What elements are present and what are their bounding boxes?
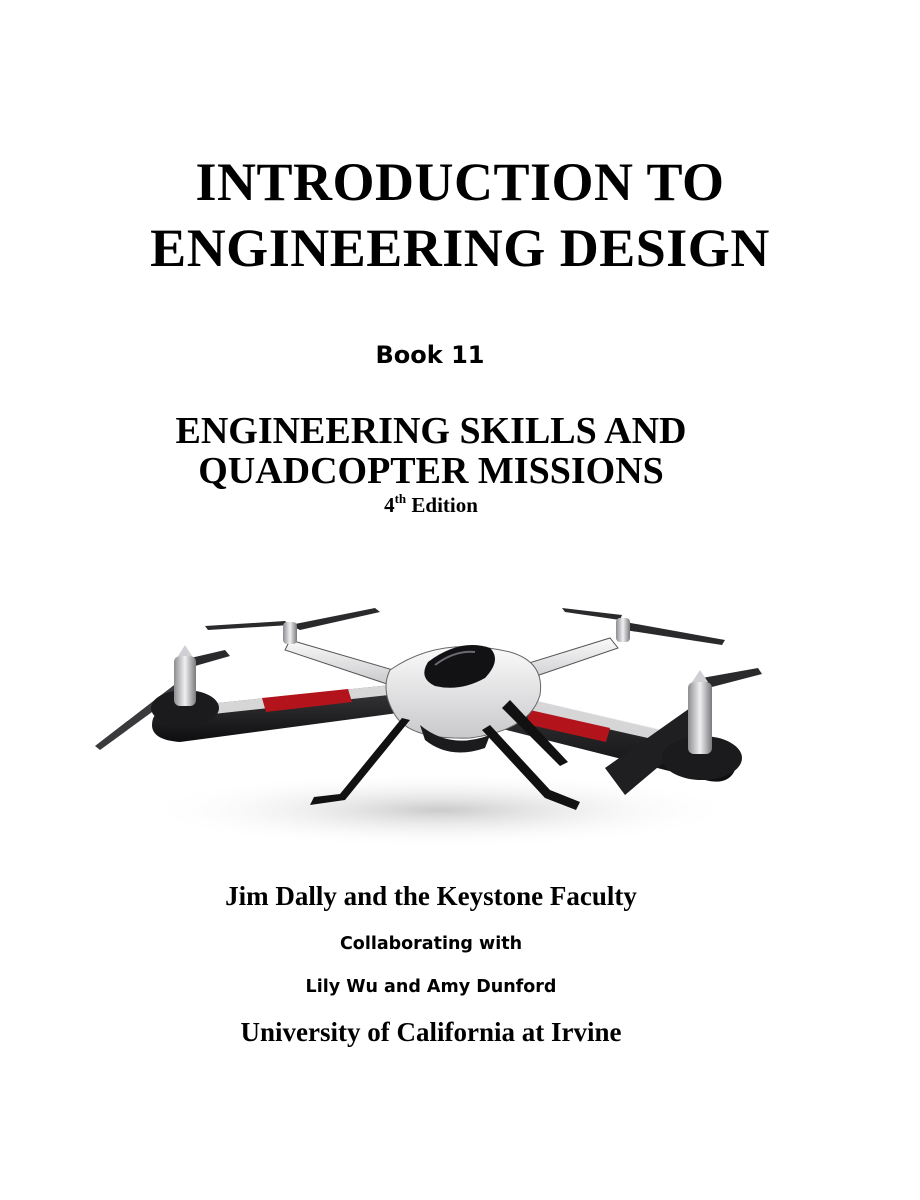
- book-title-line-1: INTRODUCTION TO: [195, 152, 725, 212]
- front-right-motor-cap: [692, 670, 708, 682]
- edition-label: [0, 492, 862, 518]
- drone-shadow: [140, 772, 740, 848]
- front-left-motor-cap: [178, 645, 192, 656]
- book-subtitle-line-1: ENGINEERING SKILLS AND: [175, 410, 687, 452]
- rear-left-rotor-blade: [205, 621, 290, 630]
- rear-left-motor: [283, 622, 297, 644]
- front-left-motor: [174, 656, 196, 706]
- rear-left-arm: [285, 640, 400, 685]
- quadcopter-drone-image: [90, 590, 780, 850]
- front-right-motor: [688, 682, 712, 754]
- rear-right-rotor-blade: [625, 622, 725, 645]
- book-title-line-2: ENGINEERING DESIGN: [150, 218, 770, 278]
- rear-right-motor: [616, 618, 630, 642]
- collaborating-label: Collaborating with: [339, 934, 523, 954]
- edition-suffix: th: [394, 491, 407, 506]
- rear-left-rotor: [290, 608, 380, 630]
- university: University of California at Irvine: [240, 1017, 622, 1047]
- coauthors: Lily Wu and Amy Dunford: [305, 977, 557, 997]
- edition-number: 4: [384, 493, 395, 517]
- quadcopter-drone-illustration: [90, 590, 780, 850]
- rear-right-rotor: [562, 608, 622, 620]
- book-subtitle-line-2: QUADCOPTER MISSIONS: [198, 450, 664, 492]
- book-number: Book 11: [375, 341, 485, 369]
- authors: Jim Dally and the Keystone Faculty: [225, 881, 637, 911]
- edition-word: Edition: [411, 493, 478, 517]
